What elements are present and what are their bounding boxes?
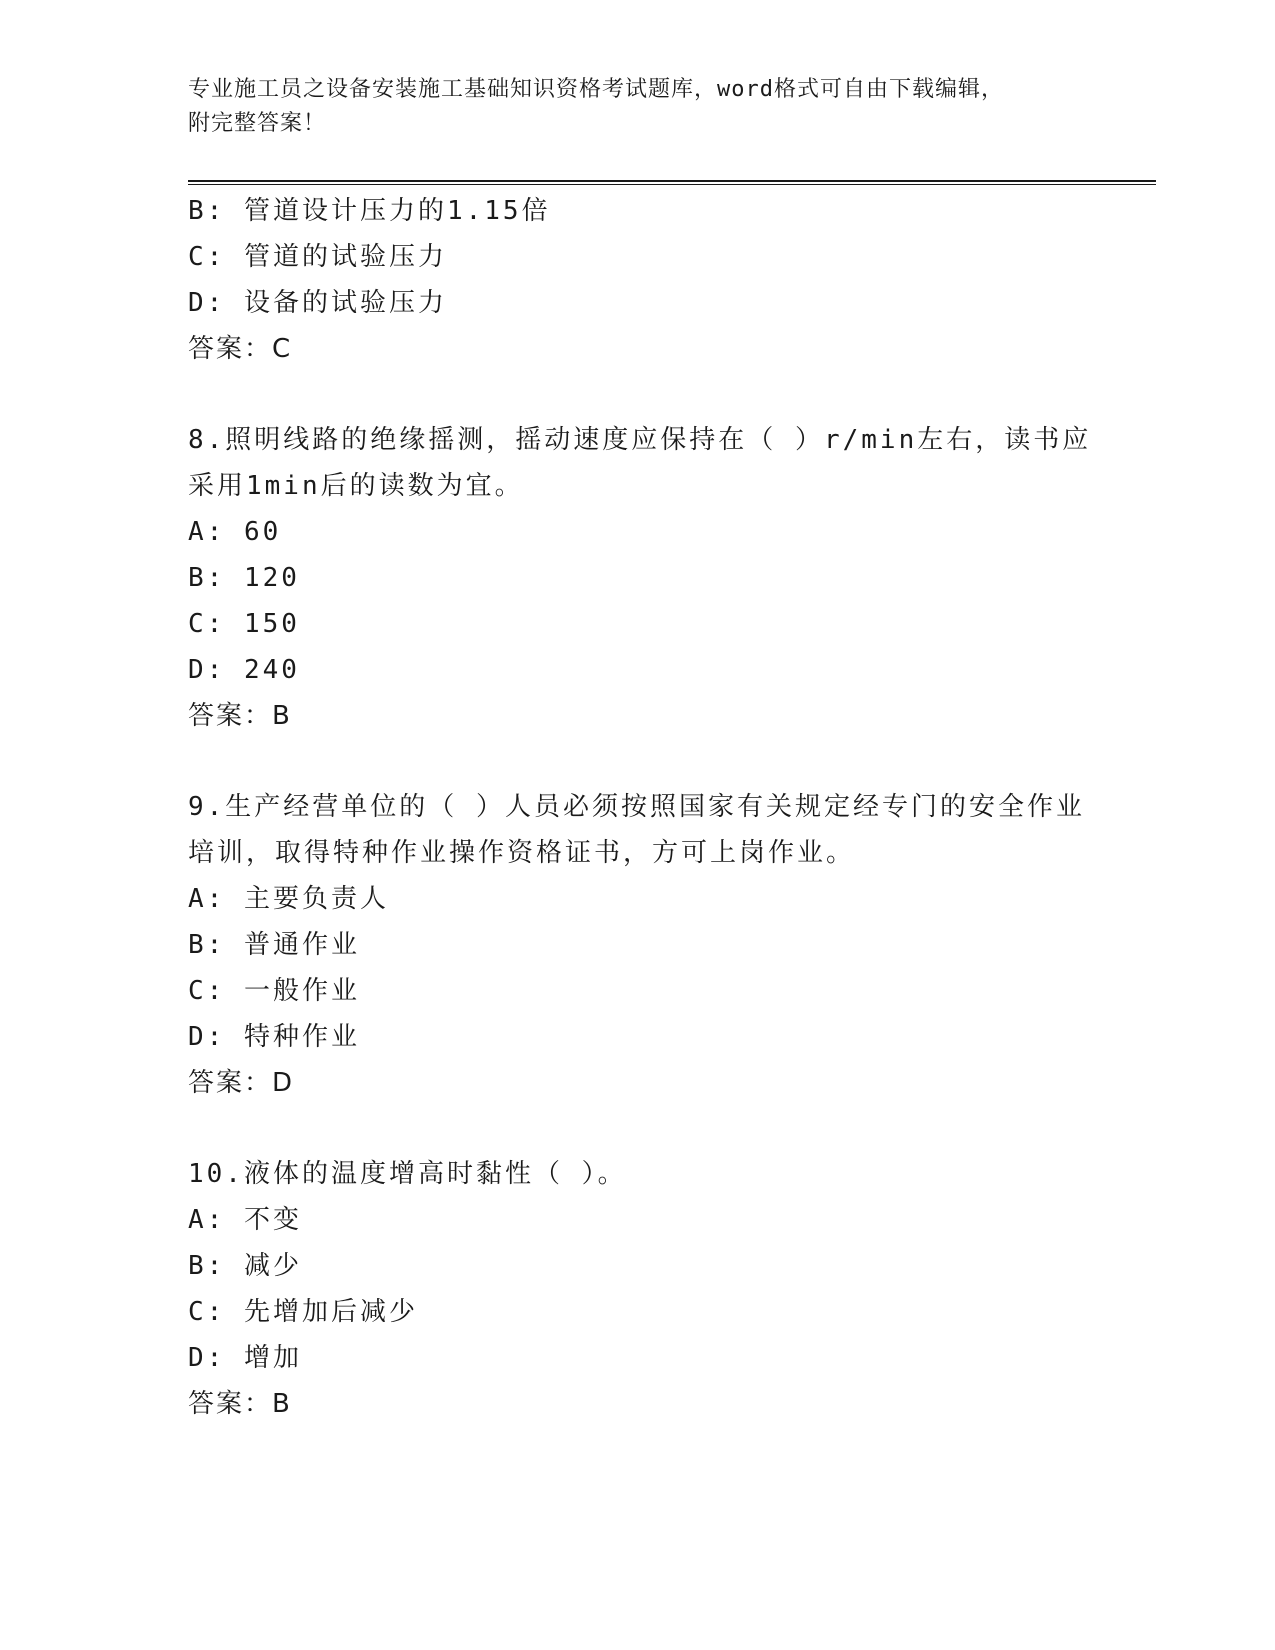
option-d: D: 增加	[188, 1343, 302, 1373]
header-divider-thick	[188, 180, 1156, 182]
header-divider-thin	[188, 184, 1156, 185]
question-text-line-1: 9.生产经营单位的（ ）人员必须按照国家有关规定经专门的安全作业	[188, 792, 1085, 822]
option-d: D: 设备的试验压力	[188, 288, 447, 318]
answer-label: 答案：C	[188, 334, 293, 364]
header-line-1: 专业施工员之设备安装施工基础知识资格考试题库，word格式可自由下载编辑，	[188, 77, 1004, 102]
question-7-continued	[188, 188, 1088, 372]
question-text-line-1: 8.照明线路的绝缘摇测，摇动速度应保持在（ ）r/min左右，读书应	[188, 425, 1092, 455]
answer-label: 答案：B	[188, 1389, 292, 1419]
question-text-line-1: 10.液体的温度增高时黏性（ ）。	[188, 1159, 627, 1189]
option-b: B: 减少	[188, 1251, 302, 1281]
document-header	[188, 73, 1068, 141]
option-c: C: 先增加后减少	[188, 1297, 418, 1327]
option-b: B: 普通作业	[188, 930, 360, 960]
question-10	[188, 1151, 1088, 1427]
option-b: B: 管道设计压力的1.15倍	[188, 196, 551, 226]
option-c: C: 管道的试验压力	[188, 242, 447, 272]
option-c: C: 150	[188, 609, 300, 639]
spacer	[188, 1106, 1088, 1151]
option-b: B: 120	[188, 563, 300, 593]
question-list	[188, 188, 1092, 1427]
question-text-line-2: 培训，取得特种作业操作资格证书，方可上岗作业。	[188, 838, 856, 868]
option-c: C: 一般作业	[188, 976, 360, 1006]
option-a: A: 主要负责人	[188, 884, 389, 914]
spacer	[188, 739, 1088, 784]
spacer	[188, 372, 1088, 417]
answer-label: 答案：B	[188, 701, 292, 731]
question-text-line-2: 采用1min后的读数为宜。	[188, 471, 524, 501]
option-d: D: 特种作业	[188, 1022, 360, 1052]
header-line-2: 附完整答案！	[188, 111, 327, 136]
option-a: A: 不变	[188, 1205, 302, 1235]
option-d: D: 240	[188, 655, 300, 685]
question-9	[188, 784, 1088, 1106]
question-8	[188, 417, 1092, 739]
answer-label: 答案：D	[188, 1068, 295, 1098]
option-a: A: 60	[188, 517, 282, 547]
